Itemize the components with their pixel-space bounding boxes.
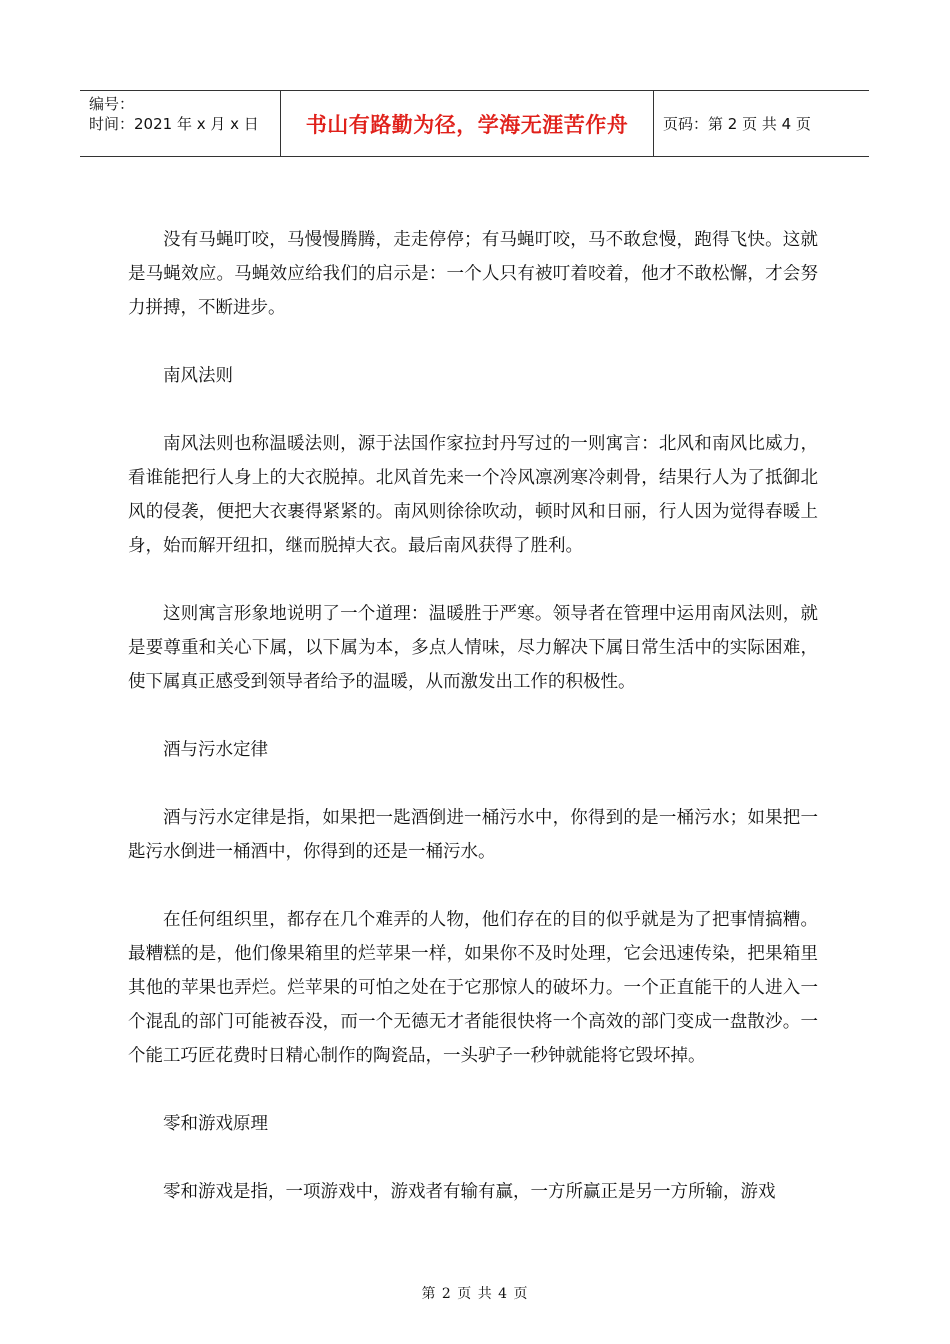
paragraph: 没有马蝇叮咬，马慢慢腾腾，走走停停；有马蝇叮咬，马不敢怠慢，跑得飞快。这就是马蝇效应。马蝇效应给我们的启示是：一个人只有被叮着咬着，他才不敢松懈，才会努力拼搏，不断进步。 — [128, 230, 818, 318]
section-heading-wine-sewage: 酒与污水定律 — [163, 740, 268, 760]
header-page-code — [654, 91, 869, 156]
document-header — [80, 90, 869, 157]
paragraph: 在任何组织里，都存在几个难弄的人物，他们存在的目的似乎就是为了把事情搞糟。最糟糕的是，他们像果箱里的烂苹果一样，如果你不及时处理，它会迅速传染，把果箱里其他的苹果也弄烂。烂苹果的可怕之处在于它那惊人的破坏力。一个正直能干的人进入一个混乱的部门可能被吞没，而一个无德无才者能很快将一个高效的部门变成一盘散沙。一个能工巧匠花费时日精心制作的陶瓷品，一头驴子一秒钟就能将它毁坏掉。 — [128, 910, 818, 1066]
page-footer — [0, 1283, 950, 1303]
header-time: 时间：2021 年 x 月 x 日 — [89, 115, 259, 133]
paragraph: 南风法则也称温暖法则，源于法国作家拉封丹写过的一则寓言：北风和南风比威力，看谁能把行人身上的大衣脱掉。北风首先来一个冷风凛冽寒冷刺骨，结果行人为了抵御北风的侵袭，便把大衣裹得紧紧的。南风则徐徐吹动，顿时风和日丽，行人因为觉得春暖上身，始而解开纽扣，继而脱掉大衣。最后南风获得了胜利。 — [128, 434, 818, 556]
footer-page-number: 第 2 页 共 4 页 — [421, 1286, 529, 1302]
header-number-label: 编号： — [89, 95, 135, 113]
paragraph: 这则寓言形象地说明了一个道理：温暖胜于严寒。领导者在管理中运用南风法则，就是要尊重和关心下属，以下属为本，多点人情味，尽力解决下属日常生活中的实际困难，使下属真正感受到领导者给予的温暖，从而激发出工作的积极性。 — [128, 604, 818, 692]
header-meta — [80, 91, 281, 156]
section-heading-zero-sum: 零和游戏原理 — [163, 1114, 268, 1134]
section-heading-south-wind: 南风法则 — [163, 366, 233, 386]
header-motto — [281, 91, 654, 156]
paragraph: 酒与污水定律是指，如果把一匙酒倒进一桶污水中，你得到的是一桶污水；如果把一匙污水倒进一桶酒中，你得到的还是一桶污水。 — [128, 808, 818, 862]
header-motto-text: 书山有路勤为径，学海无涯苦作舟 — [305, 112, 629, 137]
header-page-code-text: 页码：第 2 页 共 4 页 — [663, 115, 811, 133]
paragraph: 零和游戏是指，一项游戏中，游戏者有输有赢，一方所赢正是另一方所输，游戏 — [163, 1182, 776, 1202]
document-body — [128, 223, 818, 1243]
